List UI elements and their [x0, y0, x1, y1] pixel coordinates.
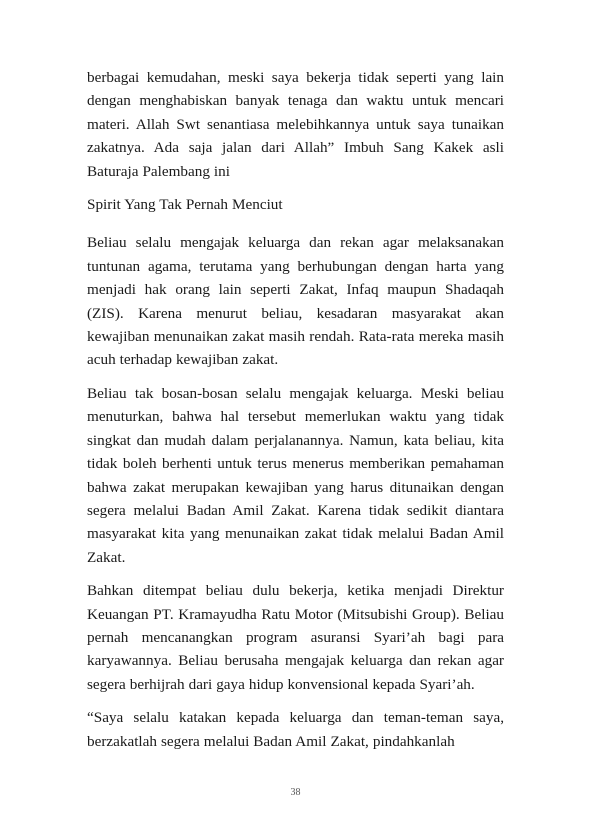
page-body	[87, 66, 504, 763]
paragraph-mengajak-keluarga: Beliau tak bosan-bosan selalu mengajak keluarga. Meski beliau menuturkan, bahwa hal tersebut memerlukan waktu yang tidak singkat dan mudah dalam perjalanannya. Namun, kata beliau, kita tidak boleh berhenti untuk terus menerus memberikan pemahaman bahwa zakat merupakan kewajiban yang harus ditunaikan dengan segera melalui Badan Amil Zakat. Karena tidak sedikit diantara masyarakat kita yang menunaikan zakat tidak melalui Badan Amil Zakat.	[87, 384, 504, 566]
paragraph-direktur-keuangan: Bahkan ditempat beliau dulu bekerja, ketika menjadi Direktur Keuangan PT. Kramayudha Ratu Motor (Mitsubishi Group). Beliau pernah mencanangkan program asuransi Syari’ah bagi para karyawannya. Beliau berusaha mengajak keluarga dan rekan agar segera berhijrah dari gaya hidup konvensional kepada Syari’ah.	[87, 582, 504, 693]
paragraph-quote: “Saya selalu katakan kepada keluarga dan teman-teman saya, berzakatlah segera melalui Badan Amil Zakat, pindahkanlah	[87, 709, 504, 750]
page-number: 38	[290, 787, 301, 798]
paragraph-continuation: berbagai kemudahan, meski saya bekerja tidak seperti yang lain dengan menghabiskan banyak tenaga dan waktu untuk mencari materi. Allah Swt senantiasa melebihkannya untuk saya tunaikan zakatnya. Ada saja jalan dari Allah” Imbuh Sang Kakek asli Baturaja Palembang ini	[87, 69, 504, 180]
section-heading: Spirit Yang Tak Pernah Menciut	[87, 196, 283, 214]
paragraph-zis: Beliau selalu mengajak keluarga dan rekan agar melaksanakan tuntunan agama, terutama yang berhubungan dengan harta yang menjadi hak orang lain seperti Zakat, Infaq maupun Shadaqah (ZIS). Karena menurut beliau, kesadaran masyarakat akan kewajiban menunaikan zakat masih rendah. Rata-rata mereka masih acuh terhadap kewajiban zakat.	[87, 234, 504, 369]
